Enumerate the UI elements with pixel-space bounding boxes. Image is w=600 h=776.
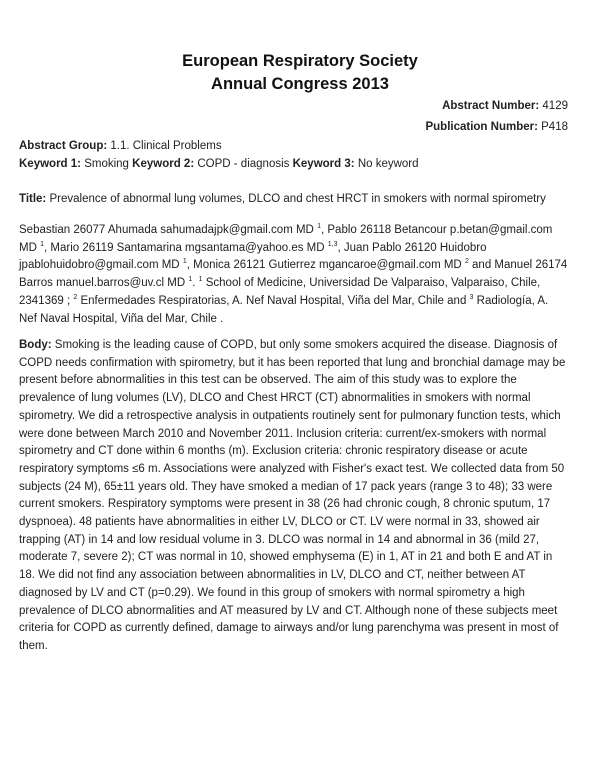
congress-subtitle: Annual Congress 2013 — [211, 75, 389, 93]
body-line: spirometry. We did a retrospective analysis in outpatients routinely sent for pulmonary function tests, which — [19, 409, 561, 422]
author-text: Enfermedades Respiratorias, A. Nef Naval Hospital, Viña del Mar, Chile and — [77, 294, 470, 307]
body-line: trapping (AT) in 14 and low residual volume in 3. DLCO was normal in 14 and abnormal in 36 (mild 27, — [19, 533, 540, 546]
body-label: Body: — [19, 339, 52, 351]
authors-line: Nef Naval Hospital, Viña del Mar, Chile . — [19, 312, 224, 325]
authors-line — [19, 222, 585, 240]
body-line: moderate 7, severe 2); CT was normal in 10, showed emphysema (E) in 1, AT in 21 and both E and AT in — [19, 551, 553, 564]
body-line: prevalence of DLCO abnormalities and AT measured by LV and CT. Although none of these subjects meet — [19, 604, 558, 617]
authors-line — [19, 240, 585, 258]
keyword1-value: Smoking — [84, 158, 129, 170]
body-line: prevalence of lung volumes (LV), DLCO and Chest HRCT (CT) abnormalities in smokers with normal — [19, 392, 531, 405]
title-value: Prevalence of abnormal lung volumes, DLCO and chest HRCT in smokers with normal spirometry — [49, 193, 546, 205]
keyword3-value: No keyword — [357, 158, 419, 170]
author-text: Radiología, A. — [473, 294, 549, 307]
keyword2-label: Keyword 2: — [132, 158, 195, 170]
publication-number-label: Publication Number: — [425, 121, 538, 133]
abstract-title-row — [19, 193, 546, 205]
authors-line — [19, 257, 585, 275]
body-line: respiratory symptoms ≤6 m. Associations were analyzed with Fisher's exact test. We collected data from 50 — [19, 462, 565, 475]
body-line: current smokers. Respiratory symptoms were present in 38 (26 had chronic cough, 8 chronic sputum, 17 — [19, 498, 551, 511]
affiliation-sup: 3 — [469, 293, 474, 301]
body-line: present before abnormalities in this test can be observed. The aim of this study was to explore the — [19, 374, 517, 387]
affiliation-sup: 1 — [182, 258, 187, 266]
author-text: . — [192, 277, 199, 290]
publication-number-row — [425, 121, 568, 133]
abstract-group-label: Abstract Group: — [19, 140, 108, 152]
keyword2-value: COPD - diagnosis — [197, 158, 290, 170]
authors-line — [19, 275, 585, 293]
title-label: Title: — [19, 193, 47, 205]
affiliation-sup: 1 — [317, 223, 321, 231]
author-text: School of Medicine, Universidad De Valparaiso, Valparaiso, Chile, — [202, 277, 541, 290]
keywords-row — [19, 158, 419, 170]
keyword3-label: Keyword 3: — [292, 158, 355, 170]
author-text: MD — [19, 241, 37, 254]
body-line: spirometry and CT done within 6 months (m). Exclusion criteria: chronic respiratory disease or acute — [19, 445, 528, 458]
congress-title: European Respiratory Society — [182, 52, 418, 70]
abstract-group-row — [19, 140, 222, 152]
abstract-number-row — [442, 100, 568, 112]
publication-number-value: P418 — [541, 121, 568, 133]
author-text: 2341369 ; — [19, 294, 74, 307]
author-text: , Pablo 26118 Betancour p.betan@gmail.com — [320, 224, 553, 236]
body-line: were done between March 2010 and November 2011. Inclusion criteria: current/ex-smokers with normal — [19, 427, 547, 440]
body-text: Smoking is the leading cause of COPD, but only some smokers acquired the disease. Diagnosis of — [51, 339, 558, 351]
affiliation-sup: 2 — [464, 258, 469, 266]
authors-line — [19, 293, 585, 311]
author-text: , Juan Pablo 26120 Huidobro — [337, 241, 487, 254]
body-line: diagnosed by LV and CT (p=0.29). We found in this group of smokers with normal spirometry a high — [19, 586, 525, 599]
body-line: 18. We did not find any association between abnormalities in LV, DLCO and CT, neither between AT — [19, 569, 526, 582]
author-text: Sebastian 26077 Ahumada sahumadajpk@gmail.com MD — [19, 224, 314, 236]
body-line: criteria for COPD as currently defined, damage to airways and/or lung parenchyma was present in most of — [19, 622, 559, 635]
affiliation-sup: 1 — [198, 276, 203, 284]
author-text: , Mario 26119 Santamarina mgsantama@yahoo.es MD — [44, 241, 325, 254]
author-text: and Manuel 26174 — [468, 259, 568, 272]
abstract-body — [19, 337, 585, 656]
body-line — [19, 337, 585, 355]
affiliation-sup: 1,3 — [327, 240, 338, 248]
body-line: subjects (24 M), 65±11 years old. They have smoked a median of 17 pack years (range 3 to 48); 33 were — [19, 480, 553, 493]
author-text: , Monica 26121 Gutierrez mgancaroe@gmail.com MD — [186, 259, 462, 272]
abstract-number-label: Abstract Number: — [442, 100, 540, 112]
body-line: COPD needs confirmation with spirometry, but it has been reported that lung and bronchial damage may be — [19, 356, 566, 369]
body-line: dyspnoea). 48 patients have abnormalities in either LV, DLCO or CT. LV were normal in 33, showed air — [19, 516, 540, 529]
affiliation-sup: 1 — [40, 240, 44, 248]
abstract-number-value: 4129 — [542, 100, 568, 112]
authors-block — [19, 222, 585, 328]
body-line: them. — [19, 639, 48, 652]
author-text: Barros manuel.barros@uv.cl MD — [19, 277, 186, 290]
abstract-group-value: 1.1. Clinical Problems — [110, 140, 222, 152]
keyword1-label: Keyword 1: — [19, 158, 81, 170]
affiliation-sup: 2 — [73, 293, 78, 301]
author-text: jpablohuidobro@gmail.com MD — [19, 259, 180, 272]
affiliation-sup: 1 — [188, 276, 193, 284]
